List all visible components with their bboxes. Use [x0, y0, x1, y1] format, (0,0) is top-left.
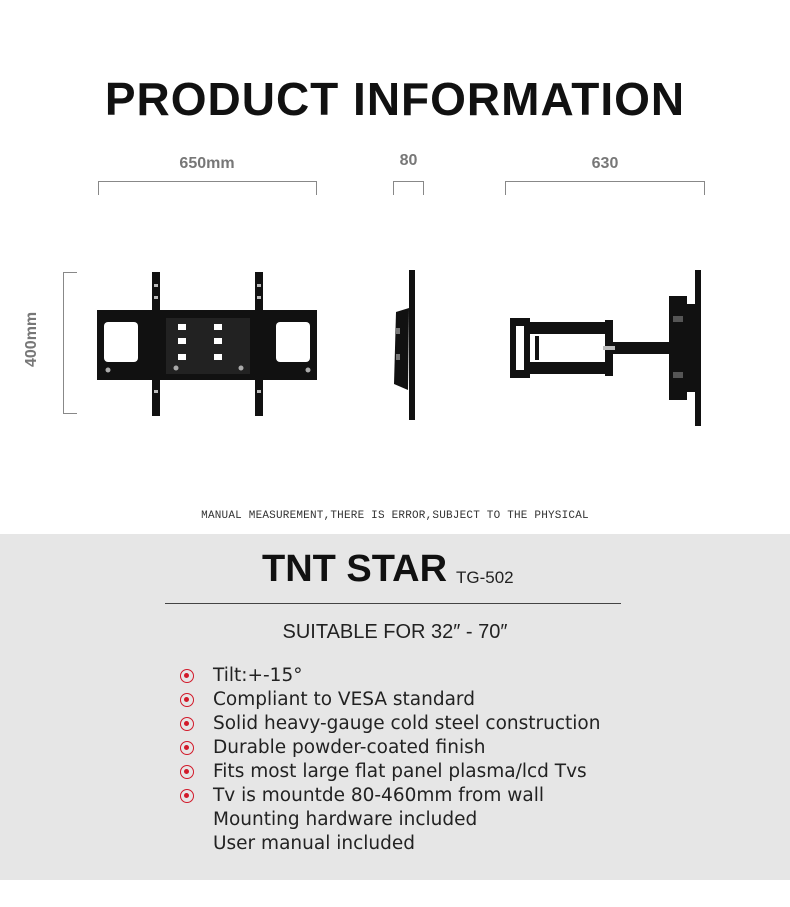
feature-item [178, 688, 600, 712]
feature-text: Tilt:+-15° [213, 665, 303, 686]
side-view-drawing [390, 268, 422, 422]
depth-dimension-bracket [393, 181, 424, 195]
red-target-bullet-icon [180, 741, 194, 755]
feature-item [178, 712, 600, 736]
red-target-bullet-icon [180, 669, 194, 683]
red-target-bullet-icon [180, 789, 194, 803]
feature-text: Solid heavy-gauge cold steel construction [213, 713, 601, 734]
extension-dimension-label: 630 [591, 155, 619, 172]
feature-text: Tv is mountde 80-460mm from wall [213, 785, 544, 806]
feature-item [178, 832, 600, 856]
depth-dimension-label: 80 [399, 152, 418, 169]
brand-name: TNT STAR [262, 548, 448, 590]
feature-list [178, 664, 600, 856]
feature-text: Mounting hardware included [213, 809, 478, 830]
extension-dimension-bracket [505, 181, 705, 195]
feature-item [178, 736, 600, 760]
divider [165, 603, 621, 604]
feature-item [178, 760, 600, 784]
red-target-bullet-icon [180, 717, 194, 731]
feature-item [178, 664, 600, 688]
feature-item [178, 808, 600, 832]
width-dimension-label: 650mm [179, 155, 235, 172]
feature-item [178, 784, 600, 808]
feature-text: User manual included [213, 833, 415, 854]
front-view-drawing [96, 270, 320, 420]
red-target-bullet-icon [180, 693, 194, 707]
feature-text: Fits most large flat panel plasma/lcd Tvs [213, 761, 587, 782]
feature-text: Durable powder-coated finish [213, 737, 486, 758]
measurement-note: MANUAL MEASUREMENT,THERE IS ERROR,SUBJECT TO THE PHYSICAL [201, 510, 589, 522]
height-dimension-label: 400mm [23, 311, 40, 367]
page-title: PRODUCT INFORMATION [104, 73, 686, 125]
red-target-bullet-icon [180, 765, 194, 779]
height-dimension-bracket [63, 272, 77, 414]
width-dimension-bracket [98, 181, 317, 195]
feature-text: Compliant to VESA standard [213, 689, 475, 710]
model-number: TG-502 [456, 568, 514, 587]
suitable-size: SUITABLE FOR 32″ - 70″ [282, 621, 508, 643]
extended-view-drawing [505, 266, 709, 428]
